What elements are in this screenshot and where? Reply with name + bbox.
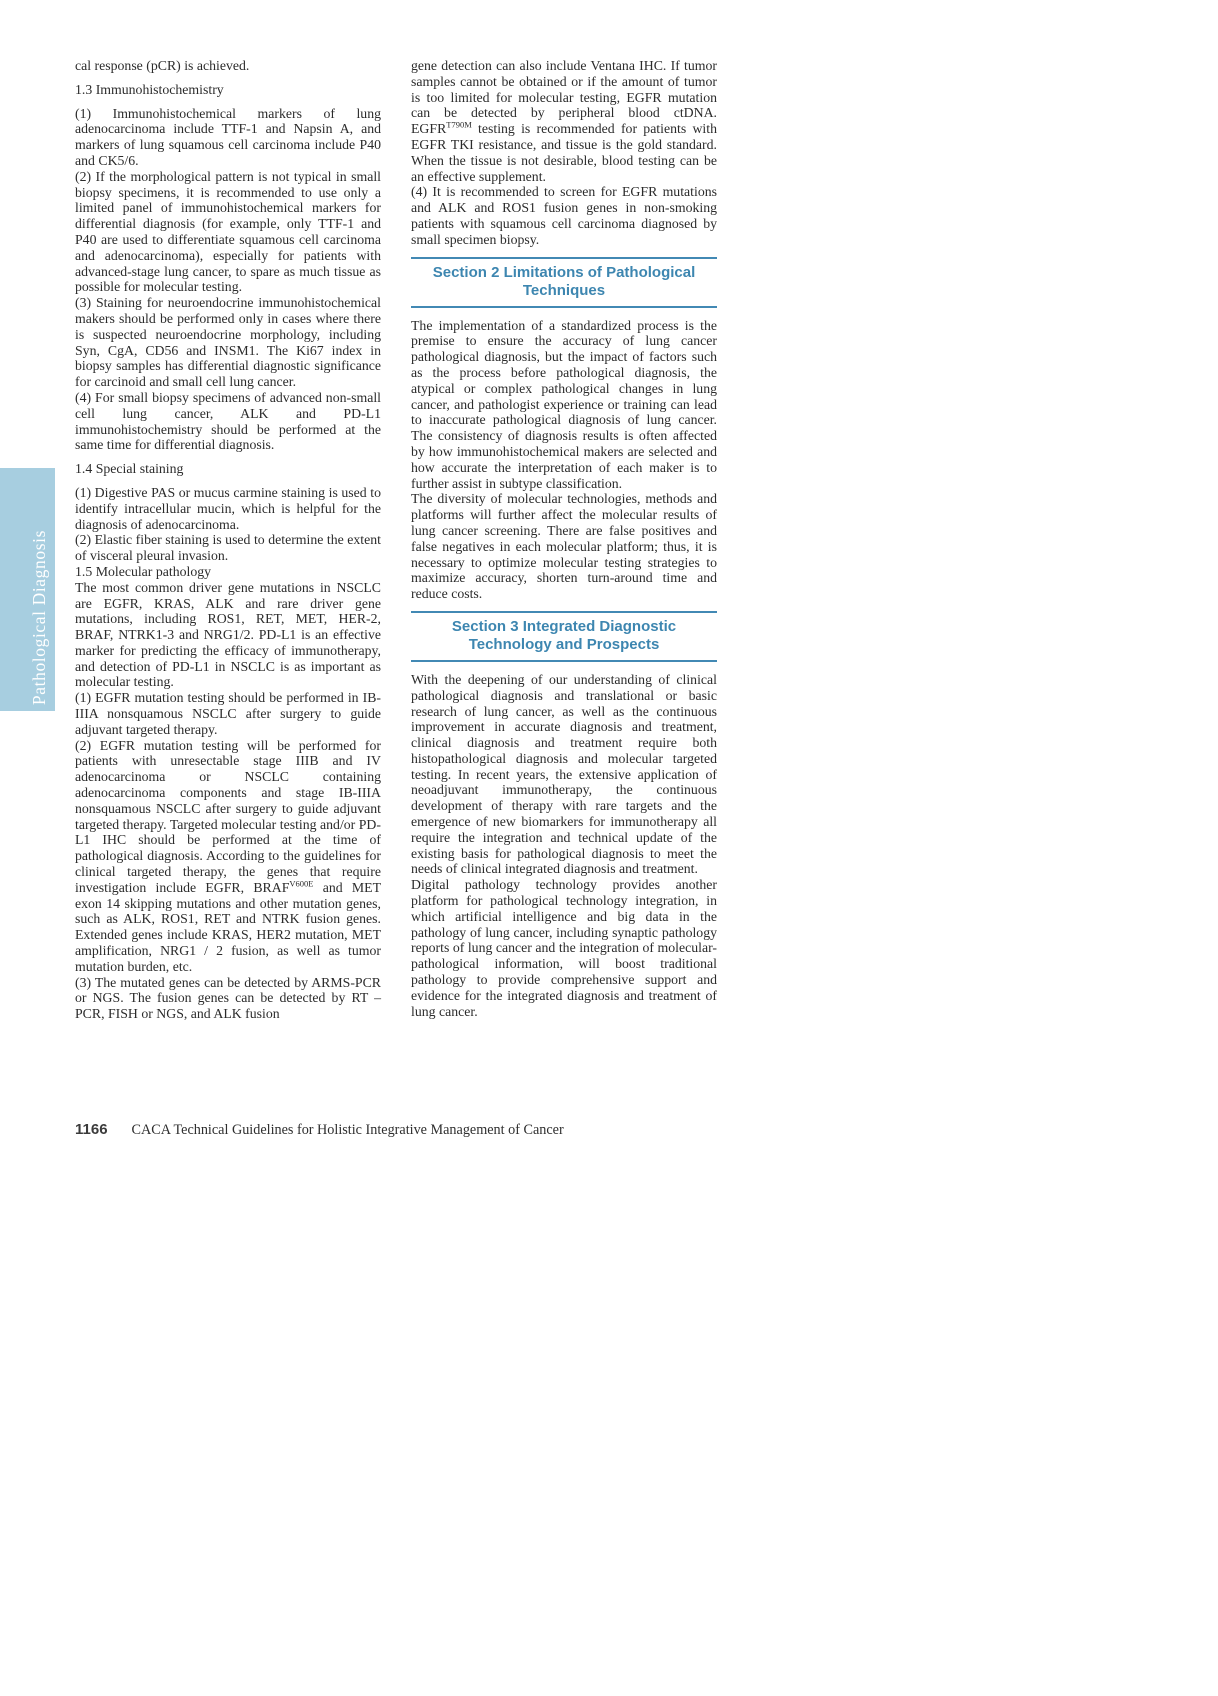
paragraph-1-4-item-2: (2) Elastic fiber staining is used to determine the extent of visceral pleural invasion. (75, 532, 381, 564)
paragraph-1-5-item-2 (75, 738, 381, 975)
paragraph-1-5-item-2-text-after: and MET exon 14 skipping mutations and other mutation genes, such as ALK, ROS1, RET and NTRK fusion genes. Extended genes include KRAS, HER2 mutation, MET amplification, NRG1 / 2 fusion, as well as tumor mutation burden, etc. (75, 879, 381, 974)
chapter-side-tab (0, 468, 55, 711)
paragraph-1-5-item-1: (1) EGFR mutation testing should be performed in IB-IIIA nonsquamous NSCLC after surgery to guide adjuvant targeted therapy. (75, 690, 381, 737)
section-2-paragraph-1: The implementation of a standardized process is the premise to ensure the accuracy of lung cancer pathological diagnosis, but the impact of factors such as the process before pathological diagnosis, the atypical or complex pathological changes in lung cancer, and pathologist experience or training can lead to inaccurate pathological diagnosis of lung cancer. The consistency of diagnosis results is often affected by how immunohistochemical makers are selected and how accurate the interpretation of each maker is to further assist in subtype classification. (411, 317, 717, 491)
section-2-title: Section 2 Limitations of Pathological Techniques (432, 263, 696, 299)
paragraph-1-3-item-1: (1) Immunohistochemical markers of lung adenocarcinoma include TTF-1 and Napsin A, and markers of lung squamous cell carcinoma include P40 and CK5/6. (75, 105, 381, 168)
section-2-paragraph-2: The diversity of molecular technologies, methods and platforms will further affect the molecular results of lung cancer screening. There are false positives and false negatives in each molecular platform; thus, it is necessary to optimize molecular testing strategies to maximize accuracy, shorten turn-around time and reduce costs. (411, 491, 717, 602)
paragraph-1-3-item-4: (4) For small biopsy specimens of advanced non-small cell lung cancer, ALK and PD-L1 immunohistochemistry should be performed at the same time for differential diagnosis. (75, 389, 381, 453)
paragraph-1-5-item-3: (3) The mutated genes can be detected by ARMS-PCR or NGS. The fusion genes can be detected by RT – PCR, FISH or NGS, and ALK fusion (75, 974, 381, 1022)
chapter-side-tab-label: Pathological Diagnosis (29, 529, 49, 705)
subheading-1-4: 1.4 Special staining (75, 461, 184, 477)
paragraph-1-5-intro: The most common driver gene mutations in NSCLC are EGFR, KRAS, ALK and rare driver gene mutations, including ROS1, RET, MET, HER-2, BRAF, NTRK1-3 and NRG1/2. PD-L1 is an effective marker for predicting the efficacy of immunotherapy, and detection of PD-L1 in NSCLC is as important as molecular testing. (75, 579, 381, 690)
paragraph-continuation: cal response (pCR) is achieved. (75, 58, 250, 73)
paragraph-molecular-continuation-text-after: testing is recommended for patients with EGFR TKI resistance, and tissue is the gold standard. When the tissue is not desirable, blood testing can be an effective supplement. (411, 121, 717, 184)
subheading-1-3: 1.3 Immunohistochemistry (75, 81, 224, 97)
paragraph-molecular-continuation (411, 58, 717, 184)
paragraph-1-5-item-2-text: (2) EGFR mutation testing will be performed for patients with unresectable stage IIIB and IV adenocarcinoma or NSCLC containing adenocarcinoma components and stage IB-IIIA nonsquamous NSCLC after surgery to guide adjuvant targeted therapy. Targeted molecular testing and/or PD-L1 IHC should be performed at the time of pathological diagnosis. According to the guidelines for clinical targeted therapy, the genes that require investigation include EGFR, BRAF (75, 737, 381, 895)
section-3-paragraph-1: With the deepening of our understanding of clinical pathological diagnosis and translational or basic research of lung cancer, as well as the continuous improvement in accurate diagnosis and treatment, clinical diagnosis and treatment require both histopathological diagnosis and molecular targeted testing. In recent years, the extensive application of neoadjuvant immunotherapy, the continuous development of therapy with rare targets and the emergence of new biomarkers for immunotherapy all require the integration and technical update of the existing basis for pathological diagnosis to meet the needs of clinical integrated diagnosis and treatment. (411, 671, 717, 877)
paragraph-molecular-continuation-text: gene detection can also include Ventana IHC. If tumor samples cannot be obtained or if the amount of tumor is too limited for molecular testing, EGFR mutation can be detected by peripheral blood ctDNA. EGFR (411, 58, 717, 137)
right-text-column (411, 58, 717, 1019)
section-3-title: Section 3 Integrated Diagnostic Technology and Prospects (451, 617, 677, 653)
section-2-heading-box (411, 257, 717, 308)
paragraph-1-4-item-1: (1) Digestive PAS or mucus carmine staining is used to identify intracellular mucin, which is helpful for the diagnosis of adenocarcinoma. (75, 484, 381, 532)
page-number: 1166 (75, 1121, 108, 1138)
section-3-paragraph-2: Digital pathology technology provides another platform for pathological technology integration, in which artificial intelligence and big data in the pathology of lung cancer, including synaptic pathology reports of lung cancer and the integration of molecular-pathological information, will boost traditional pathology to provide comprehensive support and evidence for the integrated diagnosis and treatment of lung cancer. (411, 877, 717, 1019)
subheading-1-5: 1.5 Molecular pathology (75, 563, 212, 579)
left-text-column (75, 58, 381, 1022)
paragraph-1-3-item-3: (3) Staining for neuroendocrine immunohistochemical makers should be performed only in cases where there is suspected neuroendocrine morphology, including Syn, CgA, CD56 and INSM1. The Ki67 index in biopsy samples has differential diagnostic significance for carcinoid and small cell lung cancer. (75, 295, 381, 390)
paragraph-1-3-item-2: (2) If the morphological pattern is not typical in small biopsy specimens, it is recommended to use only a limited panel of immunohistochemical markers for differential diagnosis (for example, only TTF-1 and P40 are used to differentiate squamous cell carcinoma and adenocarcinoma), especially for patients with advanced-stage lung cancer, to spare as much tissue as possible for molecular testing. (75, 168, 381, 295)
section-3-heading-box (411, 611, 717, 662)
footer-journal-title: CACA Technical Guidelines for Holistic Integrative Management of Cancer (131, 1122, 564, 1138)
paragraph-molecular-item-4: (4) It is recommended to screen for EGFR mutations and ALK and ROS1 fusion genes in non-smoking patients with squamous cell carcinoma diagnosed by small specimen biopsy. (411, 184, 717, 247)
egfr-mutation-superscript: T790M (446, 119, 472, 130)
braf-mutation-superscript: V600E (289, 878, 314, 889)
page-footer (75, 1121, 735, 1139)
